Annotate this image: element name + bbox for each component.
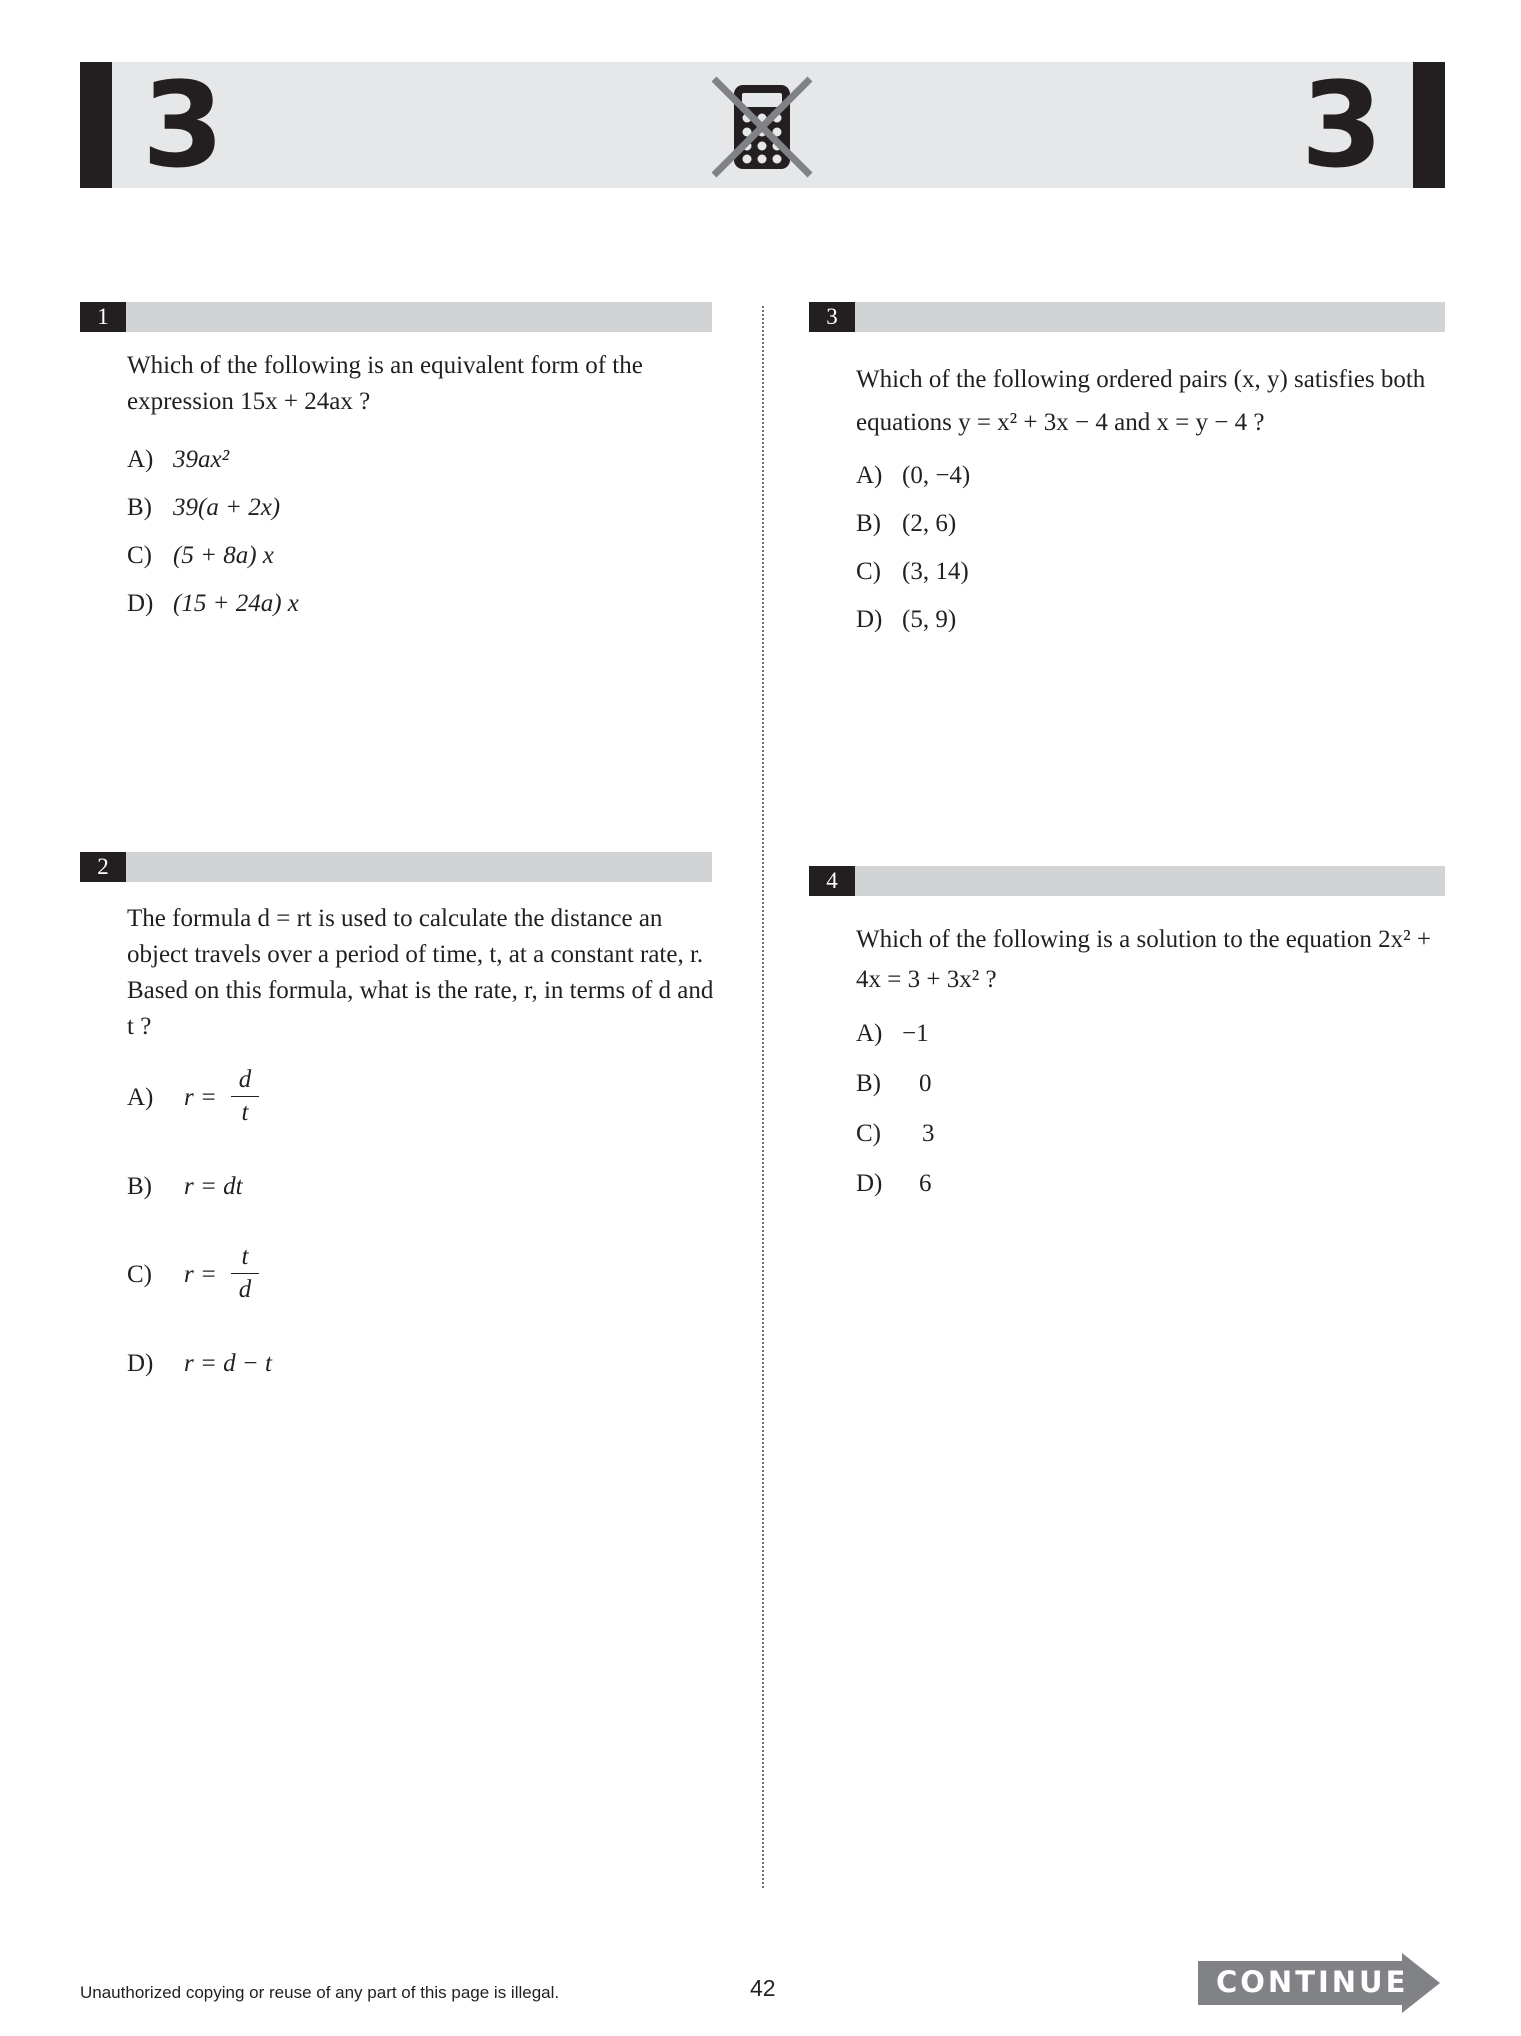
- choice-letter: D): [856, 606, 883, 633]
- choice-letter: B): [127, 1173, 152, 1200]
- choice-letter: C): [856, 1120, 881, 1147]
- choice-text: −1: [902, 1020, 929, 1047]
- choice-letter: D): [127, 1350, 154, 1377]
- choice-fraction: [231, 1241, 259, 1306]
- question-1-choice-b[interactable]: [127, 492, 280, 524]
- choice-text: (15 + 24a) x: [173, 590, 299, 617]
- choice-text: 3: [922, 1120, 935, 1147]
- continue-button[interactable]: [1198, 1953, 1440, 2013]
- question-2-choice-a[interactable]: [127, 1064, 327, 1134]
- page-number: 42: [750, 1975, 776, 2001]
- choice-letter: A): [856, 462, 883, 489]
- choice-text: (3, 14): [902, 558, 969, 585]
- question-2-header: [80, 852, 712, 882]
- question-3-header: [809, 302, 1445, 332]
- choice-letter: B): [856, 510, 881, 537]
- question-2-choice-b[interactable]: [127, 1171, 243, 1203]
- choice-text: r = d − t: [184, 1350, 272, 1377]
- question-4-choice-a[interactable]: [856, 1018, 929, 1050]
- question-number: 2: [80, 852, 126, 882]
- question-4-header: [809, 866, 1445, 896]
- choice-letter: C): [127, 542, 152, 569]
- question-3-choice-c[interactable]: [856, 556, 969, 588]
- choice-letter: A): [127, 1084, 154, 1111]
- question-2-choice-c[interactable]: [127, 1241, 327, 1311]
- question-4-choice-c[interactable]: [856, 1118, 935, 1150]
- section-number-left: 3: [142, 56, 225, 194]
- question-1-header: [80, 302, 712, 332]
- choice-letter: D): [856, 1170, 883, 1197]
- choice-text: 6: [919, 1170, 932, 1197]
- fraction-denominator: t: [241, 1099, 249, 1126]
- question-3-text: Which of the following ordered pairs (x, y) satisfies both equations y = x² + 3x − 4 and x = y − 4 ?: [856, 366, 1426, 436]
- choice-fraction: [231, 1064, 259, 1129]
- choice-text: (5, 9): [902, 606, 957, 633]
- choice-lhs: r =: [184, 1261, 217, 1288]
- question-2-text: The formula d = rt is used to calculate the distance an object travels over a period of time, t, at a constant rate, r. Based on this formula, what is the rate, r, in terms of d and t ?: [127, 905, 714, 1040]
- choice-text: 39(a + 2x): [173, 494, 281, 521]
- column-divider: [762, 306, 764, 1888]
- copyright-notice: Unauthorized copying or reuse of any part of this page is illegal.: [80, 1983, 560, 2002]
- section-header: [80, 56, 1445, 194]
- question-4-choice-b[interactable]: [856, 1068, 932, 1100]
- question-1-choice-d[interactable]: [127, 588, 299, 620]
- choice-text: (5 + 8a) x: [173, 542, 274, 569]
- question-4-text: Which of the following is a solution to the equation 2x² + 4x = 3 + 3x² ?: [856, 926, 1431, 993]
- question-3-choice-b[interactable]: [856, 508, 956, 540]
- header-right-bar: [1413, 62, 1445, 188]
- question-2-choice-d[interactable]: [127, 1348, 272, 1380]
- choice-text: 0: [919, 1070, 932, 1097]
- choice-letter: B): [127, 494, 152, 521]
- header-left-bar: [80, 62, 112, 188]
- question-1-choice-a[interactable]: [127, 444, 229, 476]
- choice-text: (2, 6): [902, 510, 957, 537]
- question-1-text: Which of the following is an equivalent form of the expression 15x + 24ax ?: [127, 352, 643, 415]
- fraction-denominator: d: [238, 1276, 252, 1303]
- question-number: 1: [80, 302, 126, 332]
- choice-lhs: r =: [184, 1084, 217, 1111]
- question-4-choice-d[interactable]: [856, 1168, 932, 1200]
- choice-letter: C): [856, 558, 881, 585]
- choice-letter: B): [856, 1070, 881, 1097]
- section-number-right: 3: [1300, 56, 1383, 194]
- fraction-numerator: d: [238, 1066, 252, 1093]
- question-number: 4: [809, 866, 855, 896]
- fraction-numerator: t: [241, 1243, 249, 1270]
- choice-letter: D): [127, 590, 154, 617]
- question-3-choice-a[interactable]: [856, 460, 970, 492]
- continue-label: CONTINUE: [1216, 1965, 1409, 1999]
- question-3-choice-d[interactable]: [856, 604, 956, 636]
- choice-text: 39ax²: [173, 446, 230, 473]
- choice-letter: C): [127, 1261, 152, 1288]
- question-1-choice-c[interactable]: [127, 540, 274, 572]
- choice-text: (0, −4): [902, 462, 971, 489]
- choice-letter: A): [856, 1020, 883, 1047]
- choice-text: r = dt: [184, 1173, 243, 1200]
- question-number: 3: [809, 302, 855, 332]
- choice-letter: A): [127, 446, 154, 473]
- no-calculator-icon: [708, 73, 816, 181]
